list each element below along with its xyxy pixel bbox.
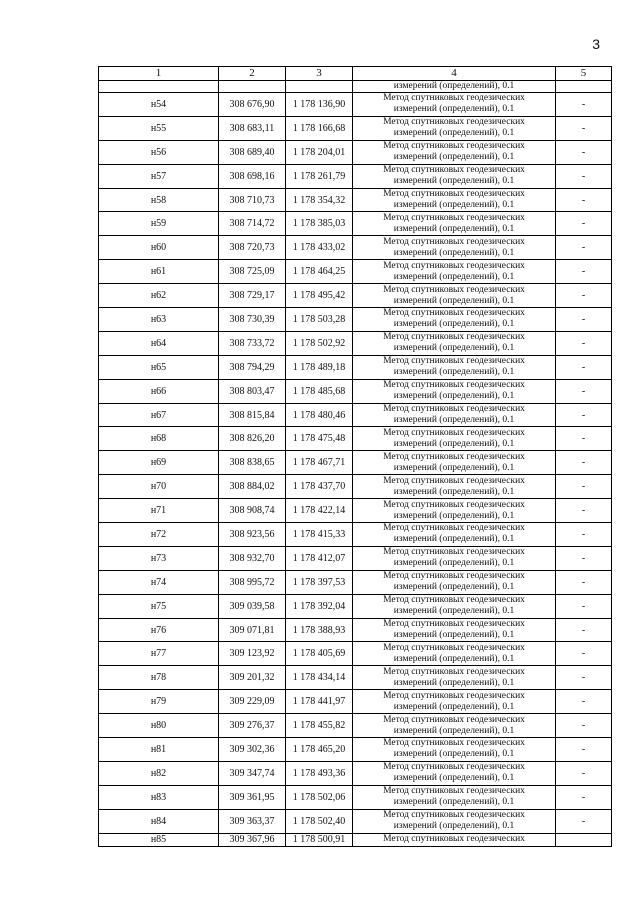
point-id: н54 <box>99 93 219 117</box>
point-id: н77 <box>99 642 219 666</box>
column-5-value: - <box>556 785 612 809</box>
column-5-value: - <box>556 331 612 355</box>
column-header-1: 1 <box>99 67 219 81</box>
column-5-value: - <box>556 738 612 762</box>
coord-y: 1 178 503,28 <box>286 308 353 332</box>
table-row <box>99 666 612 690</box>
method-line-1: Метод спутниковых геодезических <box>383 810 525 821</box>
method-line-2: измерений (определений), 0.1 <box>393 630 515 641</box>
column-5-value: - <box>556 761 612 785</box>
coord-y: 1 178 502,40 <box>286 809 353 833</box>
column-5-value: - <box>556 355 612 379</box>
method-line-1: Метод спутниковых геодезических <box>383 236 525 247</box>
method-line-2: измерений (определений), 0.1 <box>393 319 515 330</box>
coord-y: 1 178 467,71 <box>286 451 353 475</box>
method-line-1: Метод спутниковых геодезических <box>383 260 525 271</box>
table-row <box>99 379 612 403</box>
method-cell <box>353 379 556 403</box>
column-5-value: - <box>556 260 612 284</box>
coord-y: 1 178 489,18 <box>286 355 353 379</box>
method-line-1: Метод спутниковых геодезических <box>383 571 525 582</box>
coordinates-table <box>98 66 612 847</box>
coord-y: 1 178 437,70 <box>286 475 353 499</box>
table-row <box>99 570 612 594</box>
table-row <box>99 523 612 547</box>
method-cell <box>353 546 556 570</box>
coord-x: 308 683,11 <box>219 116 286 140</box>
column-5-value: - <box>556 403 612 427</box>
method-line-2: измерений (определений), 0.1 <box>393 367 515 378</box>
method-line-1: Метод спутниковых геодезических <box>383 499 525 510</box>
method-line-2: измерений (определений), 0.1 <box>393 558 515 569</box>
table-row <box>99 809 612 833</box>
table-row <box>99 140 612 164</box>
coord-x: 308 733,72 <box>219 331 286 355</box>
point-id: н83 <box>99 785 219 809</box>
coord-x: 309 361,95 <box>219 785 286 809</box>
table-row <box>99 331 612 355</box>
column-5-value: - <box>556 570 612 594</box>
coord-y: 1 178 354,32 <box>286 188 353 212</box>
method-cell <box>353 570 556 594</box>
table-row <box>99 212 612 236</box>
column-header-2: 2 <box>219 67 286 81</box>
method-cell <box>353 164 556 188</box>
column-5-value: - <box>556 212 612 236</box>
method-line-2: измерений (определений), 0.1 <box>393 653 515 664</box>
coord-x: 308 794,29 <box>219 355 286 379</box>
method-cell <box>353 308 556 332</box>
point-id: н58 <box>99 188 219 212</box>
coord-y: 1 178 502,06 <box>286 785 353 809</box>
coord-x: 309 363,37 <box>219 809 286 833</box>
method-cell <box>353 714 556 738</box>
coord-y: 1 178 405,69 <box>286 642 353 666</box>
method-line-2: измерений (определений), 0.1 <box>393 606 515 617</box>
point-id: н70 <box>99 475 219 499</box>
method-line-1: Метод спутниковых геодезических <box>383 451 525 462</box>
coord-x: 308 995,72 <box>219 570 286 594</box>
table-row <box>99 284 612 308</box>
coord-x: 309 229,09 <box>219 690 286 714</box>
point-id: н75 <box>99 594 219 618</box>
point-id: н85 <box>99 833 219 846</box>
method-cell <box>353 738 556 762</box>
coord-x: 308 908,74 <box>219 499 286 523</box>
method-line-2: измерений (определений), 0.1 <box>393 104 515 115</box>
coord-y: 1 178 495,42 <box>286 284 353 308</box>
method-cell <box>353 116 556 140</box>
column-5-value: - <box>556 188 612 212</box>
coord-y: 1 178 415,33 <box>286 523 353 547</box>
method-line-1: Метод спутниковых геодезических <box>383 642 525 653</box>
table-row <box>99 116 612 140</box>
method-line-2: измерений (определений), 0.1 <box>393 271 515 282</box>
method-line-2: измерений (определений), 0.1 <box>393 797 515 808</box>
method-line-1: Метод спутниковых геодезических <box>383 308 525 319</box>
table-row <box>99 451 612 475</box>
table-row <box>99 260 612 284</box>
table-row <box>99 427 612 451</box>
cell-empty <box>556 833 612 846</box>
method-cell <box>353 809 556 833</box>
column-5-value: - <box>556 379 612 403</box>
table-row <box>99 164 612 188</box>
method-line-2: измерений (определений), 0.1 <box>393 247 515 258</box>
coord-x: 309 123,92 <box>219 642 286 666</box>
point-id: н68 <box>99 427 219 451</box>
coord-y: 1 178 465,20 <box>286 738 353 762</box>
coord-y: 1 178 204,01 <box>286 140 353 164</box>
column-5-value: - <box>556 618 612 642</box>
coord-y: 1 178 433,02 <box>286 236 353 260</box>
method-line-1: Метод спутниковых геодезических <box>383 332 525 343</box>
method-cell <box>353 642 556 666</box>
method-line-2: измерений (определений), 0.1 <box>393 725 515 736</box>
table-row <box>99 618 612 642</box>
coord-y: 1 178 392,04 <box>286 594 353 618</box>
method-line-2: измерений (определений), 0.1 <box>393 534 515 545</box>
method-line-2: измерений (определений), 0.1 <box>393 486 515 497</box>
coord-y: 1 178 500,91 <box>286 833 353 846</box>
method-line-1: Метод спутниковых геодезических <box>383 427 525 438</box>
column-5-value: - <box>556 93 612 117</box>
method-line-1: Метод спутниковых геодезических <box>383 547 525 558</box>
method-line-1: Метод спутниковых геодезических <box>383 117 525 128</box>
point-id: н59 <box>99 212 219 236</box>
method-line-1: Метод спутниковых геодезических <box>383 595 525 606</box>
table-header-row <box>99 67 612 81</box>
point-id: н67 <box>99 403 219 427</box>
coord-x: 308 725,09 <box>219 260 286 284</box>
table-row <box>99 475 612 499</box>
method-line-2: измерений (определений), 0.1 <box>393 343 515 354</box>
point-id: н66 <box>99 379 219 403</box>
coord-x: 308 698,16 <box>219 164 286 188</box>
column-5-value: - <box>556 427 612 451</box>
point-id: н57 <box>99 164 219 188</box>
coord-x: 308 803,47 <box>219 379 286 403</box>
coord-y: 1 178 422,14 <box>286 499 353 523</box>
point-id: н79 <box>99 690 219 714</box>
method-line-1: Метод спутниковых геодезических <box>383 786 525 797</box>
coord-y: 1 178 388,93 <box>286 618 353 642</box>
method-cell <box>353 690 556 714</box>
table-row <box>99 93 612 117</box>
method-line-2: измерений (определений), 0.1 <box>393 438 515 449</box>
method-line-1: Метод спутниковых геодезических <box>383 762 525 773</box>
method-line-2: измерений (определений), 0.1 <box>393 677 515 688</box>
method-line-1: Метод спутниковых геодезических <box>383 666 525 677</box>
method-cell <box>353 403 556 427</box>
table-row <box>99 236 612 260</box>
coord-y: 1 178 166,68 <box>286 116 353 140</box>
method-line-1: Метод спутниковых геодезических <box>383 690 525 701</box>
column-header-5: 5 <box>556 67 612 81</box>
column-5-value: - <box>556 546 612 570</box>
table-row <box>99 188 612 212</box>
point-id: н81 <box>99 738 219 762</box>
method-line-2: измерений (определений), 0.1 <box>393 701 515 712</box>
table-row <box>99 355 612 379</box>
coord-x: 309 071,81 <box>219 618 286 642</box>
method-line-2: измерений (определений), 0.1 <box>393 821 515 832</box>
coord-y: 1 178 397,53 <box>286 570 353 594</box>
method-line-1: Метод спутниковых геодезических <box>383 141 525 152</box>
method-line-2: измерений (определений), 0.1 <box>393 462 515 473</box>
column-5-value: - <box>556 308 612 332</box>
method-cell <box>353 236 556 260</box>
point-id: н63 <box>99 308 219 332</box>
method-cell <box>353 451 556 475</box>
cell-empty <box>286 81 353 93</box>
method-cell <box>353 618 556 642</box>
column-5-value: - <box>556 690 612 714</box>
point-id: н82 <box>99 761 219 785</box>
method-cell <box>353 427 556 451</box>
table-row <box>99 642 612 666</box>
method-line-1: Метод спутниковых геодезических <box>383 380 525 391</box>
method-line-2: измерений (определений), 0.1 <box>393 582 515 593</box>
method-line-1: Метод спутниковых геодезических <box>383 212 525 223</box>
coord-x: 308 676,90 <box>219 93 286 117</box>
method-cell <box>353 260 556 284</box>
coord-y: 1 178 412,07 <box>286 546 353 570</box>
coord-x: 308 932,70 <box>219 546 286 570</box>
column-5-value: - <box>556 451 612 475</box>
coord-y: 1 178 385,03 <box>286 212 353 236</box>
method-line-2: измерений (определений), 0.1 <box>393 128 515 139</box>
coord-x: 309 347,74 <box>219 761 286 785</box>
coord-x: 309 201,32 <box>219 666 286 690</box>
coord-x: 308 884,02 <box>219 475 286 499</box>
method-line-2: измерений (определений), 0.1 <box>393 223 515 234</box>
method-cell <box>353 331 556 355</box>
coord-y: 1 178 475,48 <box>286 427 353 451</box>
table-row <box>99 761 612 785</box>
column-header-3: 3 <box>286 67 353 81</box>
point-id: н69 <box>99 451 219 475</box>
column-5-value: - <box>556 116 612 140</box>
coord-x: 309 039,58 <box>219 594 286 618</box>
point-id: н74 <box>99 570 219 594</box>
continuation-method: измерений (определений), 0.1 <box>353 81 556 93</box>
point-id: н60 <box>99 236 219 260</box>
column-5-value: - <box>556 666 612 690</box>
point-id: н71 <box>99 499 219 523</box>
coord-x: 308 714,72 <box>219 212 286 236</box>
page-number: 3 <box>592 36 600 52</box>
point-id: н56 <box>99 140 219 164</box>
point-id: н73 <box>99 546 219 570</box>
point-id: н72 <box>99 523 219 547</box>
method-line-1: Метод спутниковых геодезических <box>383 738 525 749</box>
method-cell: Метод спутниковых геодезических <box>353 833 556 846</box>
column-5-value: - <box>556 642 612 666</box>
method-line-2: измерений (определений), 0.1 <box>393 200 515 210</box>
method-cell <box>353 475 556 499</box>
method-cell <box>353 785 556 809</box>
method-line-1: Метод спутниковых геодезических <box>383 165 525 176</box>
point-id: н64 <box>99 331 219 355</box>
method-cell <box>353 499 556 523</box>
method-cell <box>353 188 556 212</box>
column-5-value: - <box>556 140 612 164</box>
point-id: н65 <box>99 355 219 379</box>
method-line-2: измерений (определений), 0.1 <box>393 152 515 163</box>
table-row <box>99 594 612 618</box>
continuation-row <box>99 81 612 93</box>
method-line-2: измерений (определений), 0.1 <box>393 749 515 760</box>
method-cell <box>353 284 556 308</box>
coord-y: 1 178 485,68 <box>286 379 353 403</box>
column-5-value: - <box>556 164 612 188</box>
coord-x: 308 720,73 <box>219 236 286 260</box>
coord-x: 308 826,20 <box>219 427 286 451</box>
table-row <box>99 714 612 738</box>
column-header-4: 4 <box>353 67 556 81</box>
method-cell <box>353 594 556 618</box>
coord-x: 309 302,36 <box>219 738 286 762</box>
method-line-2: измерений (определений), 0.1 <box>393 391 515 402</box>
coord-y: 1 178 441,97 <box>286 690 353 714</box>
coord-x: 308 923,56 <box>219 523 286 547</box>
coord-x: 308 710,73 <box>219 188 286 212</box>
coord-y: 1 178 455,82 <box>286 714 353 738</box>
method-line-2: измерений (определений), 0.1 <box>393 510 515 521</box>
method-line-1: Метод спутниковых геодезических <box>383 475 525 486</box>
method-cell <box>353 212 556 236</box>
coord-x: 308 729,17 <box>219 284 286 308</box>
coord-x: 308 815,84 <box>219 403 286 427</box>
coord-y: 1 178 493,36 <box>286 761 353 785</box>
table-row <box>99 403 612 427</box>
coord-x: 309 276,37 <box>219 714 286 738</box>
point-id: н62 <box>99 284 219 308</box>
method-line-2: измерений (определений), 0.1 <box>393 415 515 426</box>
coord-x: 309 367,96 <box>219 833 286 846</box>
method-cell <box>353 93 556 117</box>
table-row <box>99 690 612 714</box>
column-5-value: - <box>556 499 612 523</box>
method-cell <box>353 355 556 379</box>
column-5-value: - <box>556 523 612 547</box>
method-line-2: измерений (определений), 0.1 <box>393 295 515 306</box>
method-line-1: Метод спутниковых геодезических <box>383 284 525 295</box>
method-line-1: Метод спутниковых геодезических <box>383 93 525 104</box>
column-5-value: - <box>556 809 612 833</box>
coord-y: 1 178 136,90 <box>286 93 353 117</box>
method-line-2: измерений (определений), 0.1 <box>393 176 515 187</box>
coord-y: 1 178 502,92 <box>286 331 353 355</box>
point-id: н61 <box>99 260 219 284</box>
table-row <box>99 546 612 570</box>
coord-y: 1 178 480,46 <box>286 403 353 427</box>
method-cell <box>353 523 556 547</box>
point-id: н76 <box>99 618 219 642</box>
coord-x: 308 689,40 <box>219 140 286 164</box>
column-5-value: - <box>556 594 612 618</box>
method-cell <box>353 140 556 164</box>
column-5-value: - <box>556 475 612 499</box>
coord-x: 308 838,65 <box>219 451 286 475</box>
method-cell <box>353 666 556 690</box>
method-line-1: Метод спутниковых геодезических <box>383 619 525 630</box>
column-5-value: - <box>556 236 612 260</box>
point-id: н80 <box>99 714 219 738</box>
method-line-2: измерений (определений), 0.1 <box>393 773 515 784</box>
table-row <box>99 499 612 523</box>
cell-empty <box>556 81 612 93</box>
method-cell <box>353 761 556 785</box>
table-row-last <box>99 833 612 846</box>
point-id: н84 <box>99 809 219 833</box>
coord-y: 1 178 434,14 <box>286 666 353 690</box>
method-line-1: Метод спутниковых геодезических <box>383 523 525 534</box>
method-line-1: Метод спутниковых геодезических <box>383 714 525 725</box>
method-line-1: Метод спутниковых геодезических <box>383 189 525 199</box>
method-line-1: Метод спутниковых геодезических <box>383 356 525 367</box>
cell-empty <box>219 81 286 93</box>
point-id: н78 <box>99 666 219 690</box>
cell-empty <box>99 81 219 93</box>
coord-x: 308 730,39 <box>219 308 286 332</box>
point-id: н55 <box>99 116 219 140</box>
table-row <box>99 738 612 762</box>
coord-y: 1 178 261,79 <box>286 164 353 188</box>
coord-y: 1 178 464,25 <box>286 260 353 284</box>
column-5-value: - <box>556 714 612 738</box>
column-5-value: - <box>556 284 612 308</box>
table-row <box>99 308 612 332</box>
table-row <box>99 785 612 809</box>
method-line-1: Метод спутниковых геодезических <box>383 404 525 415</box>
